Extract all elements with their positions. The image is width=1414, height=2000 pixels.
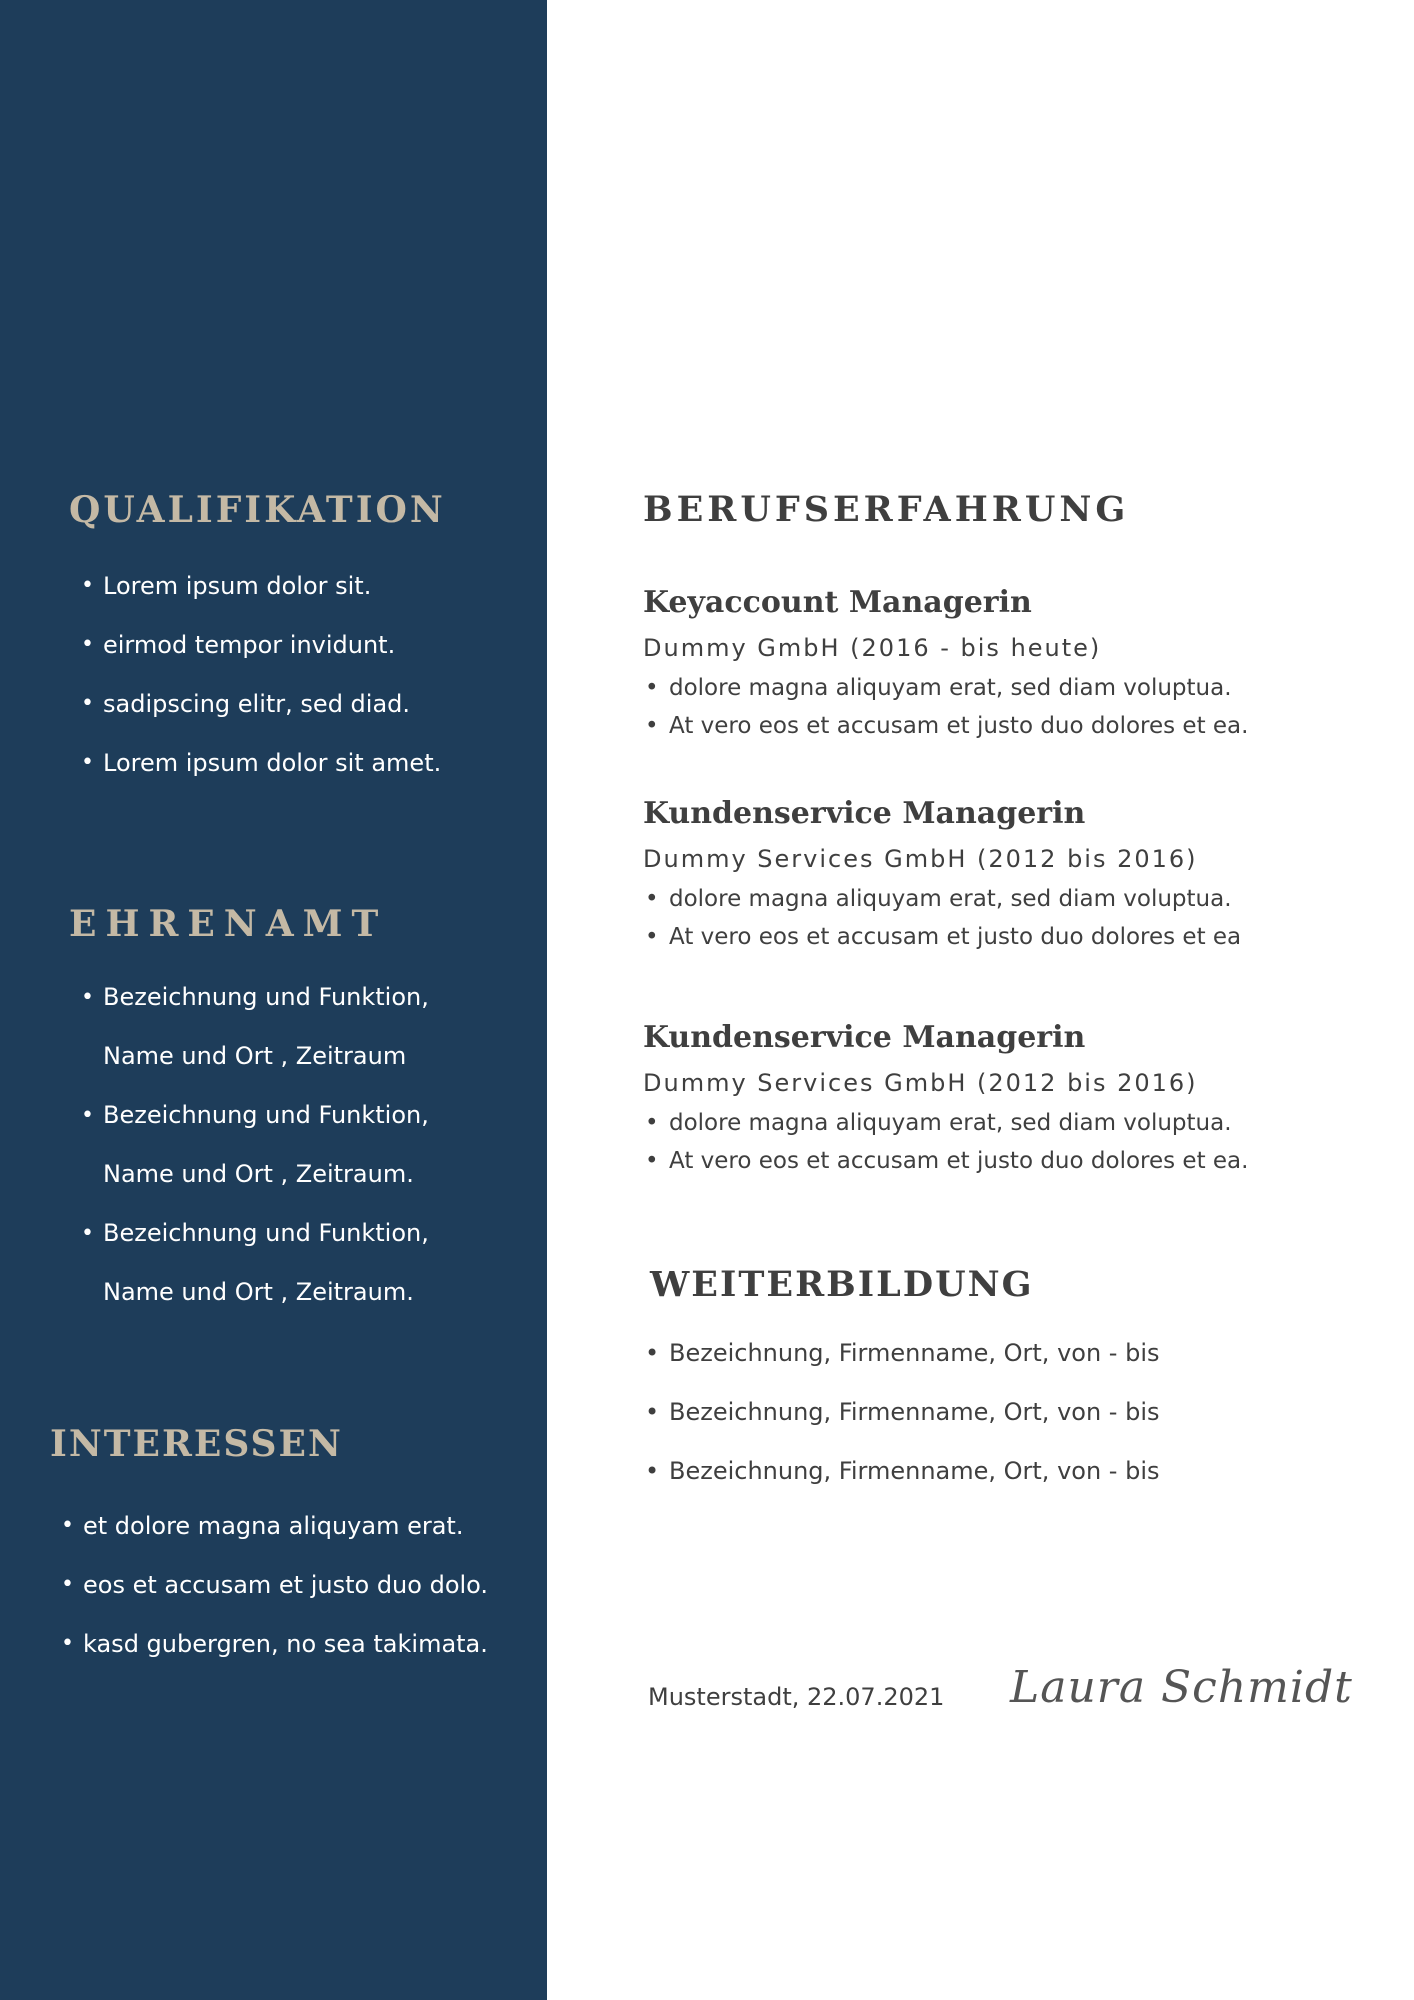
job-entry [643,794,1343,956]
signature: Laura Schmidt [1010,1662,1353,1713]
list-item: • Lorem ipsum dolor sit. [81,572,372,600]
interessen-list [53,1498,488,1675]
list-item: • Bezeichnung und Funktion, Name und Ort , Zeitraum [81,983,429,1070]
list-item: • dolore magna aliquyam erat, sed diam voluptua. [645,1110,1232,1136]
list-item: • Bezeichnung und Funktion, Name und Ort , Zeitraum. [81,1219,429,1306]
interessen-heading: INTERESSEN [50,1423,343,1465]
list-item: • At vero eos et accusam et justo duo dolores et ea. [645,1148,1249,1174]
weiterbildung-list [643,1330,1160,1507]
list-item: • eirmod tempor invidunt. [81,631,396,659]
list-item: • sadipscing elitr, sed diad. [81,690,411,718]
list-item: • Bezeichnung, Firmenname, Ort, von - bis [645,1339,1160,1367]
list-item: • et dolore magna aliquyam erat. [61,1512,464,1540]
job-title: Kundenservice Managerin [643,796,1086,831]
sidebar [0,0,547,2000]
job-company: Dummy GmbH (2016 - bis heute) [643,634,1102,662]
list-item: • Bezeichnung, Firmenname, Ort, von - bis [645,1398,1160,1426]
list-item: • Lorem ipsum dolor sit amet. [81,749,442,777]
list-item: • Bezeichnung und Funktion, Name und Ort , Zeitraum. [81,1101,429,1188]
job-title: Kundenservice Managerin [643,1020,1086,1055]
ehrenamt-list [73,968,429,1322]
list-item: • eos et accusam et justo duo dolo. [61,1571,489,1599]
qualifikation-list [73,560,441,796]
list-item: • kasd gubergren, no sea takimata. [61,1630,488,1658]
list-item: • At vero eos et accusam et justo duo dolores et ea. [645,713,1249,739]
job-title: Keyaccount Managerin [643,585,1032,620]
job-company: Dummy Services GmbH (2012 bis 2016) [643,1069,1198,1097]
place-date: Musterstadt, 22.07.2021 [648,1683,945,1711]
job-bullets [643,669,1343,745]
job-bullets [643,880,1343,956]
list-item: • At vero eos et accusam et justo duo dolores et ea [645,924,1242,950]
qualifikation-heading: QUALIFIKATION [69,489,446,531]
ehrenamt-heading: EHRENAMT [69,903,388,945]
job-entry [643,1018,1343,1180]
list-item: • dolore magna aliquyam erat, sed diam voluptua. [645,886,1232,912]
job-bullets [643,1104,1343,1180]
job-company: Dummy Services GmbH (2012 bis 2016) [643,845,1198,873]
job-entry [643,583,1343,745]
list-item: • Bezeichnung, Firmenname, Ort, von - bis [645,1457,1160,1485]
berufserfahrung-heading: BERUFSERFAHRUNG [643,489,1130,530]
list-item: • dolore magna aliquyam erat, sed diam voluptua. [645,675,1232,701]
weiterbildung-heading: WEITERBILDUNG [650,1264,1034,1305]
